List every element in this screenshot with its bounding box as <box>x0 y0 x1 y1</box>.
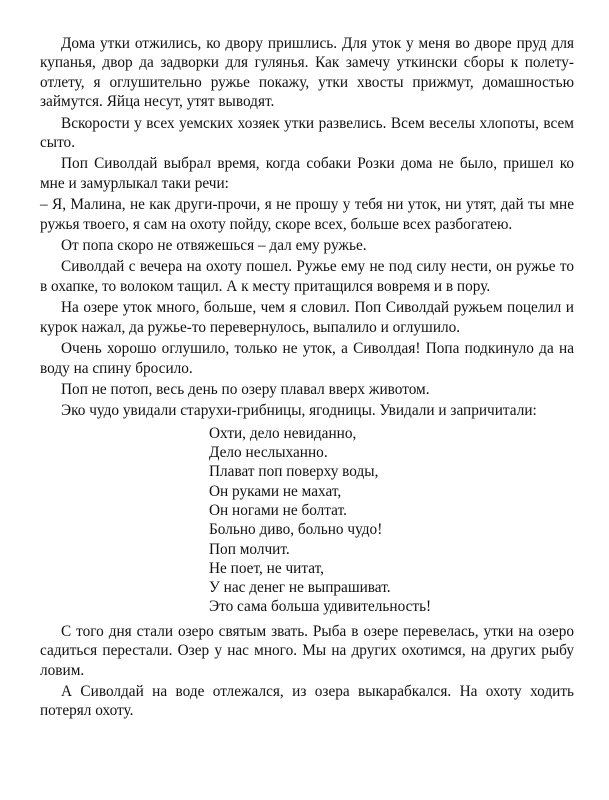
poem-line: Он руками не махат, <box>209 482 342 500</box>
paragraph: А Сиволдай на воде отлежался, из озера выкарабкался. На охоту ходить потерял охоту. <box>40 682 574 720</box>
paragraph-dialogue: – Я, Малина, не как други-прочи, я не прошу у тебя ни уток, ни утят, дай ты мне ружья твоего, я сам на охоту пойду, скоре всех, больше всех разбогатею. <box>40 196 574 233</box>
paragraph: С того дня стали озеро святым звать. Рыба в озере перевелась, утки на озеро садиться перестали. Озер у нас много. Мы на других охотимся, на других рыбу ловим. <box>40 622 574 679</box>
poem-line: Не поет, не читат, <box>209 559 324 577</box>
paragraph: Поп Сиволдай выбрал время, когда собаки Розки дома не было, пришел ко мне и замурлыкал таки речи: <box>40 155 574 192</box>
poem-block <box>209 424 574 617</box>
poem-line: Он ногами не болтат. <box>209 501 347 519</box>
document-page <box>40 34 574 723</box>
poem-line: Охти, дело невиданно, <box>209 424 357 442</box>
paragraph: Эко чудо увидали старухи-грибницы, ягодницы. Увидали и запричитали: <box>61 402 537 420</box>
paragraph: От попа скоро не отвяжешься – дал ему ружье. <box>61 237 367 255</box>
paragraph: Поп не потоп, весь день по озеру плавал вверх животом. <box>61 380 430 398</box>
poem-line: У нас денег не выпрашиват. <box>209 579 391 597</box>
poem-line: Это сама больша удивительность! <box>209 598 432 616</box>
paragraph: Очень хорошо оглушило, только не уток, а Сиволдая! Попа подкинуло да на воду на спину бросило. <box>40 340 574 377</box>
poem-line: Больно диво, больно чудо! <box>209 521 383 539</box>
paragraph: Дома утки отжились, ко двору пришлись. Для уток у меня во дворе пруд для купанья, двор да задворки для гулянья. Как замечу уткински сборы к полету-отлету, я оглушительно ружье покажу, утки хвосты прижмут, домашностью займутся. Яйца несут, утят выводят. <box>40 35 574 111</box>
poem-line: Поп молчит. <box>209 540 290 558</box>
paragraph: Сиволдай с вечера на охоту пошел. Ружье ему не под силу нести, он ружье то в охапке, то волоком тащил. А к месту притащился вовремя и в пору. <box>40 258 574 295</box>
poem-line: Дело неслыханно. <box>209 444 328 462</box>
paragraph: Вскорости у всех уемских хозяек утки развелись. Всем веселы хлопоты, всем сыто. <box>40 114 574 152</box>
paragraph: На озере уток много, больше, чем я словил. Поп Сиволдай ружьем поцелил и курок нажал, да ружье-то перевернулось, выпалило и оглушило. <box>40 299 574 336</box>
poem-line: Плават поп поверху воды, <box>209 463 379 481</box>
